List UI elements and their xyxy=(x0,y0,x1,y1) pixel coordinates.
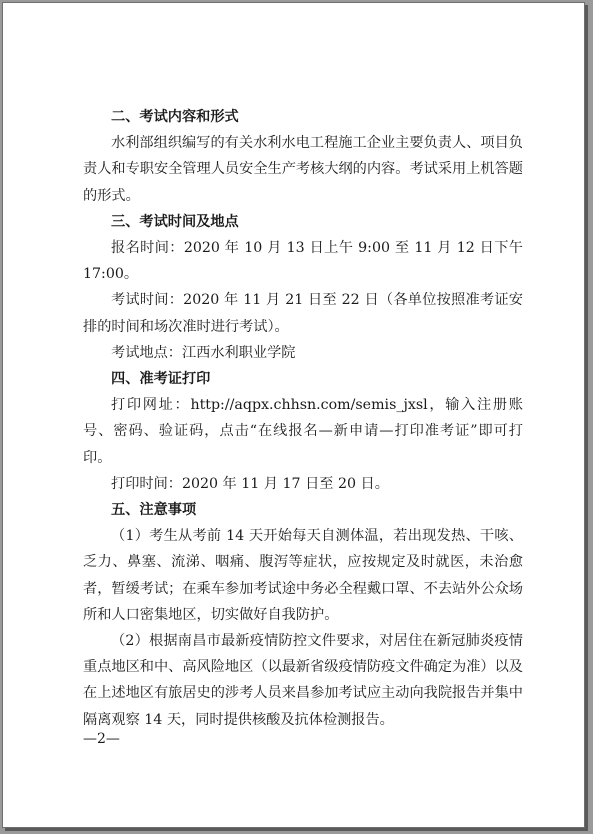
print-time-paragraph: 打印时间：2020 年 11 月 17 日至 20 日。 xyxy=(111,475,389,492)
registration-time-paragraph: 报名时间：2020 年 10 月 13 日上午 9:00 至 11 月 12 日下午 17:00。 xyxy=(83,240,523,283)
notes-item-2: （2）根据南昌市最新疫情防控文件要求，对居住在新冠肺炎疫情重点地区和中、高风险地区（以最新省级疫情防疫文件确定为准）以及在上述地区有旅居史的涉考人员来昌参加考试应主动向我院报告并集中隔离观察 14 天，同时提供核酸及抗体检测报告。 xyxy=(83,633,523,728)
exam-location-paragraph: 考试地点：江西水利职业学院 xyxy=(111,344,296,361)
section-heading-time-location: 三、考试时间及地点 xyxy=(111,213,239,230)
document-page xyxy=(2,2,585,828)
exam-content-paragraph: 水利部组织编写的有关水利水电工程施工企业主要负责人、项目负责人和专职安全管理人员安全生产考核大纲的内容。考试采用上机答题的形式。 xyxy=(83,135,523,204)
print-url-paragraph: 打印网址：http://aqpx.chhsn.com/semis_jxsl，输入注册账号、密码、验证码，点击“在线报名—新申请—打印准考证”即可打印。 xyxy=(83,397,523,466)
section-heading-notes: 五、注意事项 xyxy=(111,502,197,519)
notes-item-1: （1）考生从考前 14 天开始每天自测体温，若出现发热、干咳、乏力、鼻塞、流涕、咽痛、腹泻等症状，应按规定及时就医，未治愈者，暂缓考试；在乘车参加考试途中务必全程戴口罩、不去站外公众场所和人口密集地区，切实做好自我防护。 xyxy=(83,528,523,623)
section-heading-admission-ticket: 四、准考证打印 xyxy=(111,371,211,388)
document-body xyxy=(83,104,523,733)
page-number: —2— xyxy=(83,731,120,747)
exam-time-paragraph: 考试时间：2020 年 11 月 21 日至 22 日（各单位按照准考证安排的时间和场次准时进行考试）。 xyxy=(83,292,523,335)
section-heading-exam-content: 二、考试内容和形式 xyxy=(111,109,239,125)
